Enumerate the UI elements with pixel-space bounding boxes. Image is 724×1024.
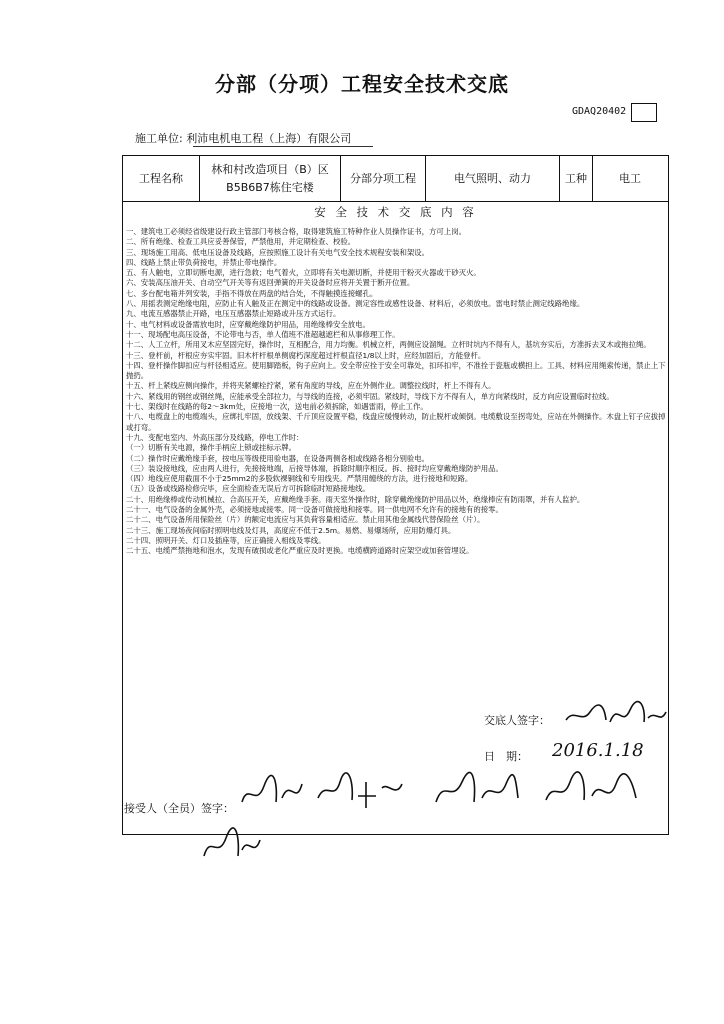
project-name-label: 工程名称 bbox=[123, 156, 200, 201]
list-item: （三）装设接地线，应由两人进行，先接接地端，后接导体端，拆除时顺序相反。拆、接时均应穿戴绝缘防护用品。 bbox=[126, 463, 503, 473]
list-item: 十、电气材料或设备需放电时，应穿戴绝缘防护用品，用绝缘棒安全放电。 bbox=[126, 319, 370, 329]
list-item: 四、线路上禁止带负荷接电，并禁止带电操作。 bbox=[126, 257, 282, 267]
list-item: 九、电流互感器禁止开路，电压互感器禁止短路或升压方式运行。 bbox=[126, 309, 341, 319]
receiver-label: 接受人（全员）签字： bbox=[124, 802, 234, 815]
list-item: 二十五、电缆严禁拖地和泡水，发现有破损或老化严重应及时更换。电缆横跨道路时应架空或加套管埋设。 bbox=[126, 546, 474, 556]
construction-unit-value: 利沛电机电工程（上海）有限公司 bbox=[186, 132, 352, 145]
section-title: 安 全 技 术 交 底 内 容 bbox=[314, 205, 477, 219]
code-box bbox=[631, 103, 657, 122]
list-item: （二）操作时应戴绝缘手套，按电压等级使用验电器，在设备两侧各相或线路各相分别验电。 bbox=[126, 453, 430, 463]
list-item: 二十三、施工现场夜间临时照明电线及灯具，高度应不低于2.5m。易燃、易爆场所，应用防爆灯具。 bbox=[126, 525, 456, 535]
subproject-label: 分部分项工程 bbox=[341, 156, 426, 201]
receiver-signatures bbox=[236, 768, 666, 818]
list-item: 二十四、照明开关、灯口及插座等，应正确接入相线及零线。 bbox=[126, 535, 326, 545]
disclosure-table bbox=[122, 155, 669, 835]
list-item: 二十一、电气设备的金属外壳，必须接地或接零。同一设备可做接地和接零。同一供电网不允许有的接地有的接零。 bbox=[126, 505, 503, 515]
list-item: 十五、杆上紧线应侧向操作，并将夹紧螺栓拧紧，紧有角度的导线，应在外侧作业。调整拉线时，杆上不得有人。 bbox=[126, 381, 496, 391]
list-item: 二十、用绝缘棒或传动机械拉、合高压开关，应戴绝缘手套。雨天室外操作时，除穿戴绝缘防护用品以外，绝缘棒应有防雨罩，并有人监护。 bbox=[126, 494, 585, 504]
list-item: 七、多台配电箱并列安装，手指不得放在两盘的结合处，不得触摸连接螺孔。 bbox=[126, 288, 378, 298]
list-item: （五）设备或线路检修完毕，应全面检查无误后方可拆除临时短路接地线。 bbox=[126, 484, 370, 494]
list-item: 八、用摇表测定绝缘电阻，应防止有人触及正在测定中的线路或设备。测定容性或感性设备、材料后，必须放电。雷电时禁止测定线路绝缘。 bbox=[126, 299, 585, 309]
list-item: 一、建筑电工必须经省级建设行政主管部门考核合格，取得建筑施工特种作业人员操作证书，方可上岗。 bbox=[126, 227, 466, 236]
list-item: 六、安装高压油开关、自动空气开关等有返回弹簧的开关设备时应将开关置于断开位置。 bbox=[126, 278, 415, 288]
project-name-value bbox=[200, 156, 341, 201]
document-code: GDAQ20402 bbox=[572, 106, 627, 117]
list-item: 十二、人工立杆，所用叉木应坚固完好，操作时，互相配合，用力均衡。机械立杆，两侧应设溜绳。立杆时坑内不得有人，基坑夯实后，方准拆去叉木或拖拉绳。 bbox=[126, 340, 651, 350]
list-item: 二十二、电气设备所用保险丝（片）的额定电流应与其负荷容量相适应。禁止用其他金属线代替保险丝（片）。 bbox=[126, 515, 485, 525]
list-item: 十七、架线时在线路的每2～3km处，应接地一次，送电前必须拆除，如遇雷雨，停止工作。 bbox=[126, 402, 428, 412]
date-label: 日 期： bbox=[484, 750, 528, 763]
trade-label: 工种 bbox=[560, 156, 593, 201]
project-name-line2: B5B6B7栋住宅楼 bbox=[226, 180, 314, 194]
discloser-signature bbox=[560, 698, 670, 732]
list-item: 十九、变配电室内、外高压部分及线路，停电工作时： bbox=[126, 432, 304, 442]
date-value: 2016.1.18 bbox=[552, 740, 644, 761]
receiver-signature-2 bbox=[196, 820, 266, 870]
list-item: （四）地线应使用截面不小于25mm2的多股软裸铜线和专用线夹。严禁用缠绕的方法，进行接地和短路。 bbox=[126, 474, 473, 484]
list-item: 三、现场施工用高、低电压设备及线路，应按照施工设计有关电气安全技术规程安装和架设。 bbox=[126, 247, 430, 257]
list-item: 十四、登杆操作脚扣应与杆径相适应。使用脚踏板，钩子应向上。安全带应拴于安全可靠处，扣环扣牢，不准拴于瓷瓶或横担上。工具、材料应用绳索传递，禁止上下抛扔。 bbox=[126, 360, 666, 381]
document-title: 分部（分项）工程安全技术交底 bbox=[215, 72, 509, 96]
subproject-value: 电气照明、动力 bbox=[426, 156, 560, 201]
list-item: 二、所有绝缘、检查工具应妥善保管，严禁他用，并定期检查、校验。 bbox=[126, 237, 356, 247]
trade-value: 电工 bbox=[619, 171, 641, 185]
list-item: 十八、电缆盘上的电缆端头，应绑扎牢固，放线架、千斤顶应设置平稳，线盘应缓慢转动，防止脱杆或倾倒。电缆敷设至拐弯处，应站在外侧操作。木盘上钉子应拔掉或打弯。 bbox=[126, 412, 666, 432]
underline bbox=[193, 146, 373, 147]
construction-unit-label: 施工单位: bbox=[135, 132, 183, 145]
list-item: 十一、现场配电高压设备，不论带电与否，单人值班不准超越遮栏和从事修理工作。 bbox=[126, 329, 400, 339]
list-item: 十三、登杆前，杆根应夯实牢固。旧木杆杆根单侧腐朽深度超过杆根直径1/8以上时，应经加固后，方能登杆。 bbox=[126, 350, 486, 360]
list-item: 五、有人触电，立即切断电源，进行急救；电气着火，立即将有关电源切断，并使用干粉灭火器或干砂灭火。 bbox=[126, 268, 481, 278]
list-item: （一）切断有关电源，操作手柄应上锁或挂标示牌。 bbox=[126, 443, 296, 453]
header-row bbox=[123, 156, 668, 202]
disclosure-items bbox=[126, 227, 666, 557]
discloser-label: 交底人签字： bbox=[484, 714, 550, 727]
construction-unit bbox=[135, 130, 351, 146]
project-name-line1: 林和村改造项目（B）区 bbox=[211, 163, 329, 177]
list-item: 十六、紧线用的钢丝或钢丝绳，应能承受全部拉力，与导线的连接，必须牢固。紧线时，导线下方不得有人，单方向紧线时，反方向应设置临时拉线。 bbox=[126, 391, 614, 401]
